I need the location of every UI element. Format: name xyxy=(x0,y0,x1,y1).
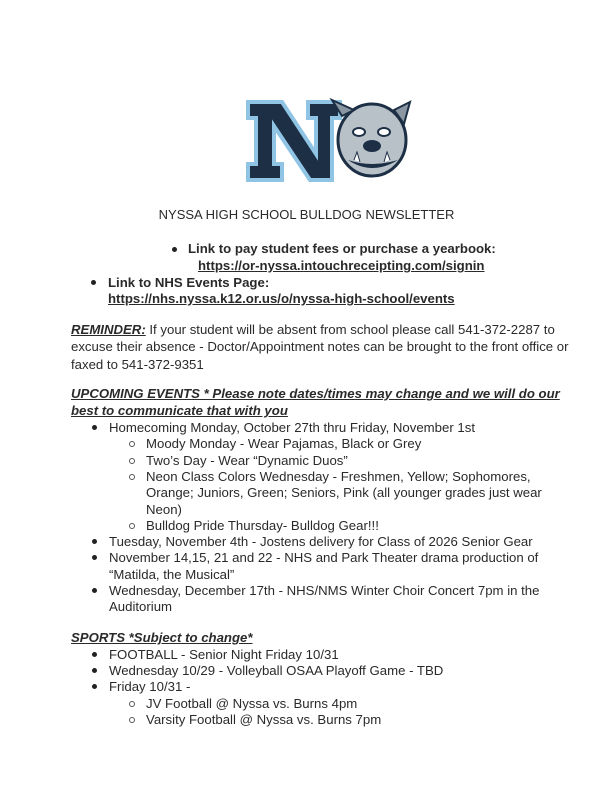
upcoming-heading: best to communicate that with you xyxy=(71,403,288,418)
list-item: Friday 10/31 - xyxy=(109,679,191,695)
sub-bullet xyxy=(129,717,135,723)
list-item: Neon Class Colors Wednesday - Freshmen, Yellow; Sophomores, xyxy=(146,468,531,484)
fees-link-label: Link to pay student fees or purchase a yearbook: xyxy=(188,241,496,256)
sports-heading: SPORTS *Subject to change* xyxy=(71,630,253,645)
bullet xyxy=(91,280,96,285)
events-link-label: Link to NHS Events Page: xyxy=(108,275,270,290)
bullet xyxy=(92,652,97,657)
reminder-line xyxy=(71,322,555,337)
list-item: Auditorium xyxy=(109,599,173,615)
list-item: Moody Monday - Wear Pajamas, Black or Grey xyxy=(146,436,422,452)
list-item: Bulldog Pride Thursday- Bulldog Gear!!! xyxy=(146,517,379,533)
list-item: Homecoming Monday, October 27th thru Friday, November 1st xyxy=(109,420,475,435)
school-logo xyxy=(244,96,414,184)
bulldog-mascot-icon xyxy=(332,100,410,176)
bullet xyxy=(92,684,97,689)
upcoming-heading: UPCOMING EVENTS * Please note dates/times may change and we will do our xyxy=(71,386,560,401)
sub-bullet xyxy=(129,458,135,464)
sub-bullet xyxy=(129,441,135,447)
n-letter-logo xyxy=(248,102,340,180)
list-item: Tuesday, November 4th - Jostens delivery for Class of 2026 Senior Gear xyxy=(109,534,533,550)
bullet xyxy=(92,425,97,430)
sub-bullet xyxy=(129,523,135,529)
bullet xyxy=(92,539,97,544)
list-item: Wednesday, December 17th - NHS/NMS Winter Choir Concert 7pm in the xyxy=(109,583,540,598)
list-item: Two’s Day - Wear “Dynamic Duos” xyxy=(146,452,348,468)
bullet xyxy=(172,247,177,252)
sub-bullet xyxy=(129,701,135,707)
list-item: Orange; Juniors, Green; Seniors, Pink (all younger grades just wear xyxy=(146,485,542,501)
list-item: “Matilda, the Musical” xyxy=(109,566,235,582)
bullet xyxy=(92,588,97,593)
reminder-line: faxed to 541-372-9351 xyxy=(71,357,204,372)
reminder-line: excuse their absence - Doctor/Appointment notes can be brought to the front office or xyxy=(71,339,569,354)
list-item: FOOTBALL - Senior Night Friday 10/31 xyxy=(109,647,339,662)
bullet xyxy=(92,668,97,673)
list-item: Varsity Football @ Nyssa vs. Burns 7pm xyxy=(146,711,382,727)
newsletter-title: NYSSA HIGH SCHOOL BULLDOG NEWSLETTER xyxy=(158,207,455,222)
events-link[interactable]: https://nhs.nyssa.k12.or.us/o/nyssa-high-school/events xyxy=(108,291,455,306)
reminder-label: REMINDER: xyxy=(71,322,146,337)
reminder-text: If your student will be absent from school please call 541-372-2287 to xyxy=(145,322,555,337)
list-item: November 14,15, 21 and 22 - NHS and Park Theater drama production of xyxy=(109,550,539,566)
sub-bullet xyxy=(129,474,135,480)
list-item: Wednesday 10/29 - Volleyball OSAA Playoff Game - TBD xyxy=(109,663,444,679)
list-item: Neon) xyxy=(146,501,182,517)
list-item: JV Football @ Nyssa vs. Burns 4pm xyxy=(146,695,358,711)
fees-link[interactable]: https://or-nyssa.intouchreceipting.com/signin xyxy=(198,258,485,273)
bullet xyxy=(92,555,97,560)
